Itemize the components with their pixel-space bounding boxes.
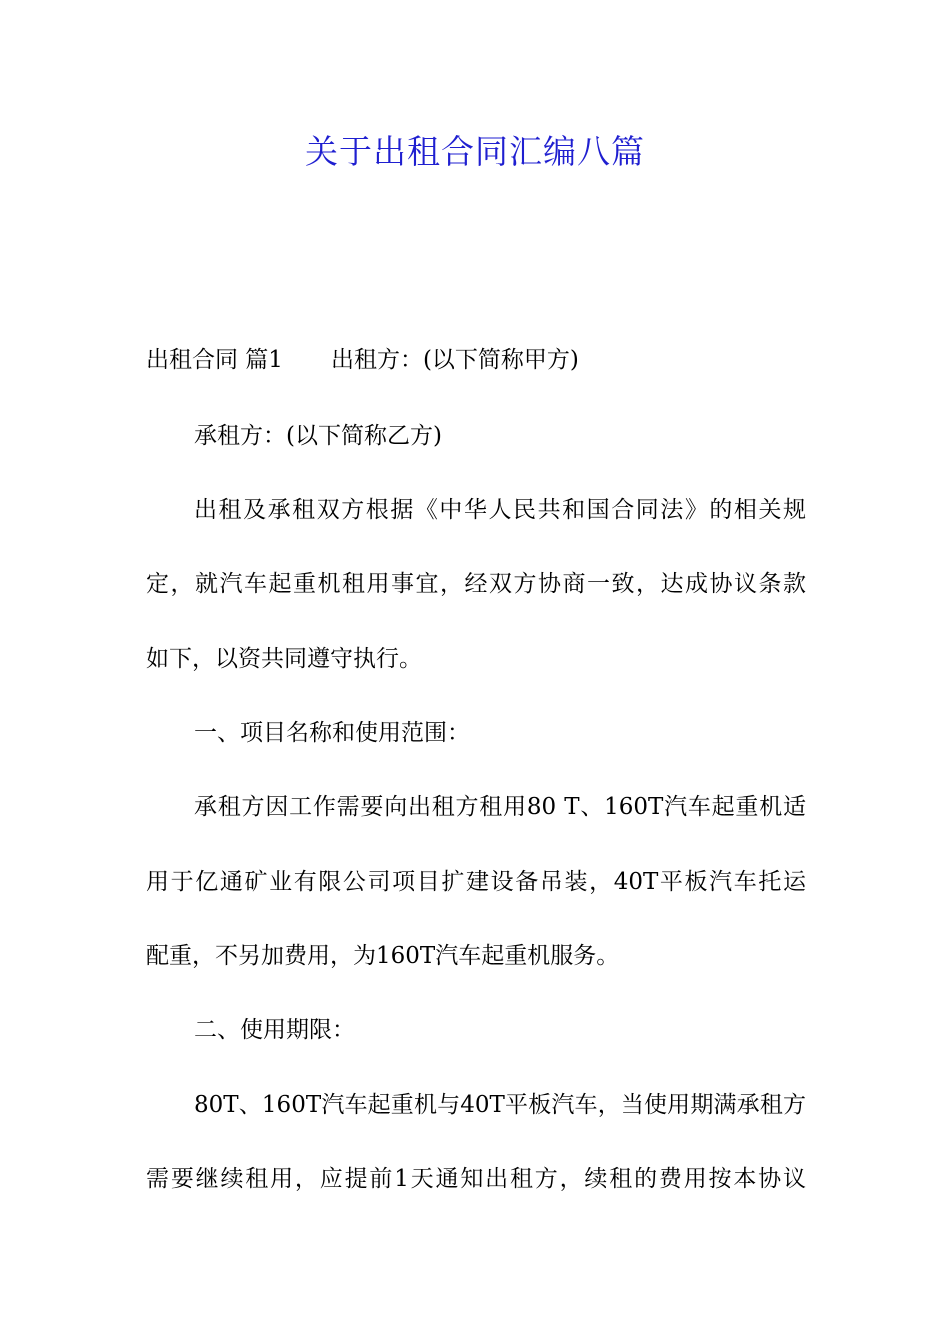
clause-heading: 二、使用期限： (194, 1017, 355, 1043)
lessor-label: 出租方：(以下简称甲方) (330, 347, 579, 373)
section-heading: 出租合同 篇1 (146, 347, 283, 373)
clause-heading: 一、项目名称和使用范围： (194, 720, 470, 746)
paragraph-line: 承租方因工作需要向出租方租用80 T、160T汽车起重机适 (194, 794, 806, 820)
paragraph-line: 出租及承租双方根据《中华人民共和国合同法》的相关规 (194, 497, 806, 523)
paragraph-line: 配重，不另加费用，为160T汽车起重机服务。 (146, 943, 620, 969)
paragraph-line: 80T、160T汽车起重机与40T平板汽车，当使用期满承租方 (194, 1092, 806, 1118)
lessee-label: 承租方：(以下简称乙方) (194, 423, 442, 449)
paragraph-line: 需要继续租用，应提前1天通知出租方，续租的费用按本协议 (146, 1166, 806, 1192)
section-heading-line (146, 344, 806, 376)
paragraph-line: 用于亿通矿业有限公司项目扩建设备吊装，40T平板汽车托运 (146, 869, 806, 895)
paragraph-line: 定，就汽车起重机租用事宜，经双方协商一致，达成协议条款 (146, 571, 806, 597)
paragraph-line: 如下，以资共同遵守执行。 (146, 646, 422, 672)
document-title: 关于出租合同汇编八篇 (305, 132, 645, 171)
